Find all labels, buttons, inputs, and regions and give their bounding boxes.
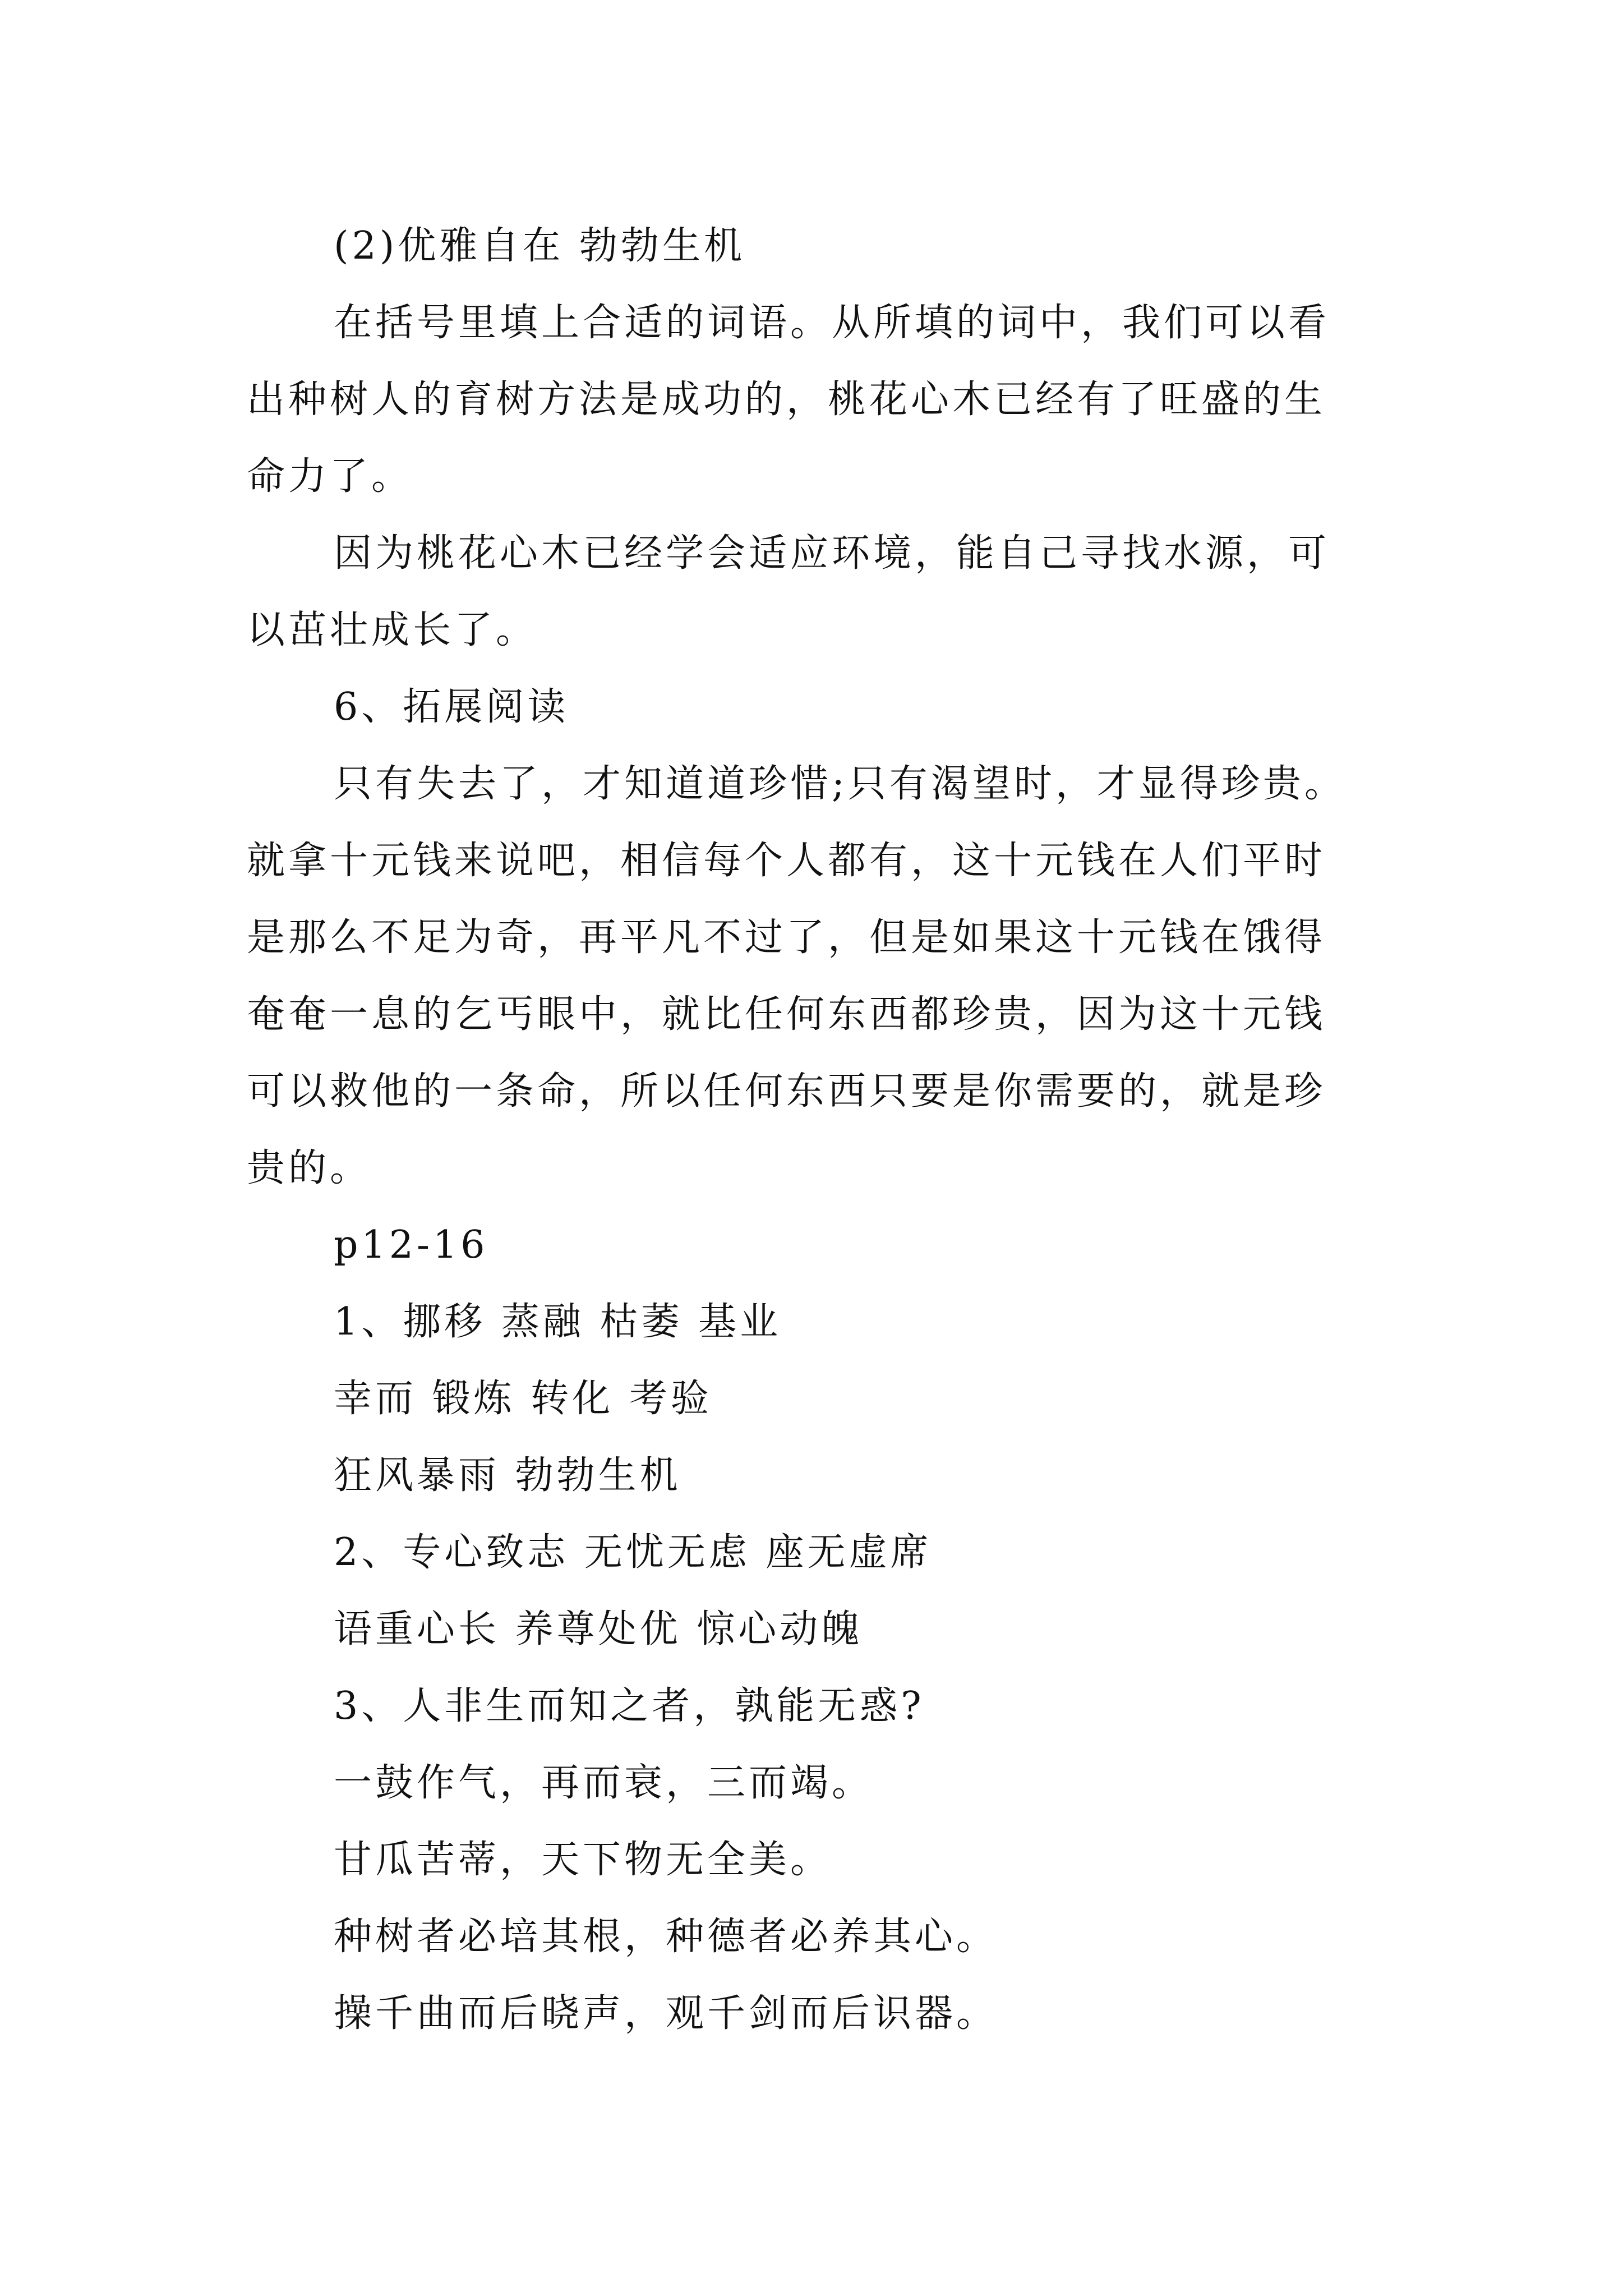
answer-line: 3、人非生而知之者，孰能无惑? [334, 1684, 925, 1728]
answer-line: 操千曲而后晓声，观千剑而后识器。 [334, 1991, 998, 2036]
answer-line: 一鼓作气，再而衰，三而竭。 [334, 1761, 874, 1805]
paragraph-line: 贵的。 [247, 1146, 372, 1190]
paragraph-line: 命力了。 [247, 454, 413, 499]
paragraph-line: 奄奄一息的乞丐眼中，就比任何东西都珍贵，因为这十元钱 [247, 992, 1326, 1037]
answer-line: 幸而 锻炼 转化 考验 [334, 1377, 712, 1421]
paragraph-line: 可以救他的一条命，所以任何东西只要是你需要的，就是珍 [247, 1069, 1326, 1114]
document-page [247, 208, 1402, 2052]
paragraph-line: 出种树人的育树方法是成功的，桃花心木已经有了旺盛的生 [247, 378, 1326, 422]
paragraph-line: 是那么不足为奇，再平凡不过了，但是如果这十元钱在饿得 [247, 915, 1326, 960]
section-heading: 6、拓展阅读 [334, 685, 569, 729]
paragraph-line: 因为桃花心木已经学会适应环境，能自己寻找水源，可 [334, 531, 1330, 576]
answer-line: 甘瓜苦蒂，天下物无全美。 [334, 1838, 832, 1882]
answer-line: 2、专心致志 无忧无虑 座无虚席 [334, 1530, 932, 1575]
paragraph-line: 在括号里填上合适的词语。从所填的词中，我们可以看 [334, 301, 1330, 345]
answer-line: 种树者必培其根，种德者必养其心。 [334, 1915, 998, 1959]
answer-line: (2)优雅自在 勃勃生机 [334, 224, 745, 268]
paragraph-line: 就拿十元钱来说吧，相信每个人都有，这十元钱在人们平时 [247, 839, 1326, 883]
paragraph-line: 只有失去了，才知道道珍惜;只有渴望时，才显得珍贵。 [334, 762, 1346, 806]
answer-line: 1、挪移 蒸融 枯萎 基业 [334, 1300, 782, 1344]
paragraph-line: 以茁壮成长了。 [247, 608, 538, 652]
answer-line: 语重心长 养尊处优 惊心动魄 [334, 1607, 863, 1651]
answer-line: 狂风暴雨 勃勃生机 [334, 1453, 681, 1498]
page-range-heading: p12-16 [334, 1223, 488, 1267]
